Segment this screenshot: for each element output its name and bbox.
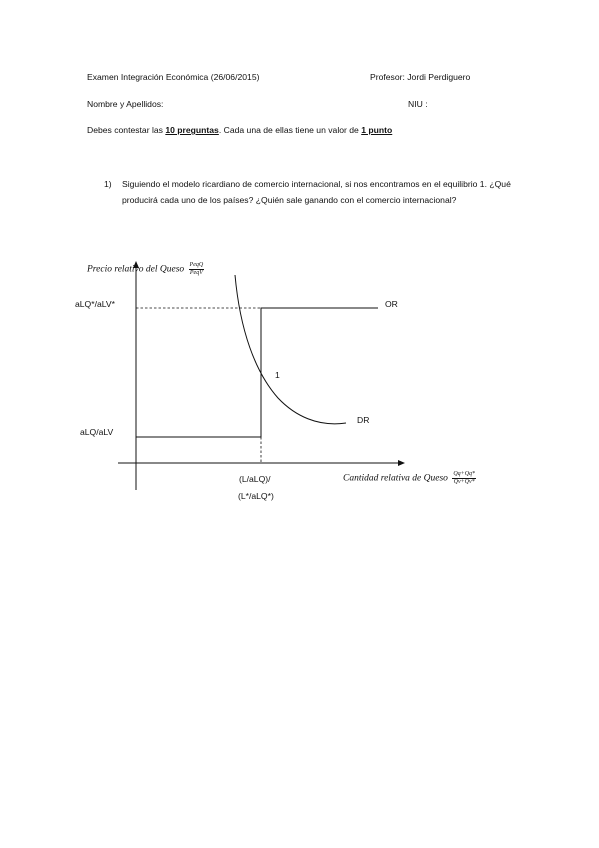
- niu-field-label: NIU :: [408, 99, 428, 109]
- x-axis-fraction: [452, 471, 476, 486]
- x-axis-arrow-icon: [398, 460, 405, 466]
- instructions-count: 10 preguntas: [165, 125, 219, 135]
- upper-price-label: aLQ*/aLV*: [75, 299, 115, 309]
- question-number: 1): [104, 179, 112, 189]
- name-field-label: Nombre y Apellidos:: [87, 99, 164, 109]
- relative-demand-curve: [235, 275, 346, 424]
- relative-supply-curve: [136, 308, 378, 437]
- instructions-middle: . Cada una de ellas tiene un valor de: [218, 125, 362, 135]
- lower-price-label: aLQ/aLV: [80, 427, 114, 437]
- professor-name: Profesor: Jordi Perdiguero: [370, 72, 471, 82]
- question-text: Siguiendo el modelo ricardiano de comercio internacional, si nos encontramos en el equilibrio 1. ¿Qué producirá cada uno de los países? ¿Quién sale ganando con el comercio internacional?: [122, 179, 511, 205]
- y-fraction-denominator: PeqV: [189, 270, 203, 276]
- demand-curve-label: DR: [357, 415, 370, 425]
- x-axis-label: [343, 471, 476, 486]
- x-fraction-denominator: Qv+Qv*: [453, 479, 475, 485]
- x-tick-label-line1: (L/aLQ)/: [239, 474, 271, 484]
- y-axis-label: [87, 262, 204, 277]
- exam-title: Examen Integración Económica (26/06/2015): [87, 72, 260, 82]
- equilibrium-label: 1: [275, 370, 280, 380]
- y-fraction-numerator: PeqQ: [189, 262, 204, 268]
- x-axis-label-text: Cantidad relativa de Queso: [343, 473, 448, 484]
- instructions-prefix: Debes contestar las: [87, 125, 166, 135]
- x-tick-label-line2: (L*/aLQ*): [238, 491, 274, 501]
- supply-curve-label: OR: [385, 299, 398, 309]
- y-axis-fraction: [189, 262, 205, 277]
- y-axis-label-text: Precio relativo del Queso: [87, 264, 185, 275]
- x-fraction-numerator: Qq+Qq*: [453, 471, 476, 477]
- instructions-value: 1 punto: [361, 125, 393, 135]
